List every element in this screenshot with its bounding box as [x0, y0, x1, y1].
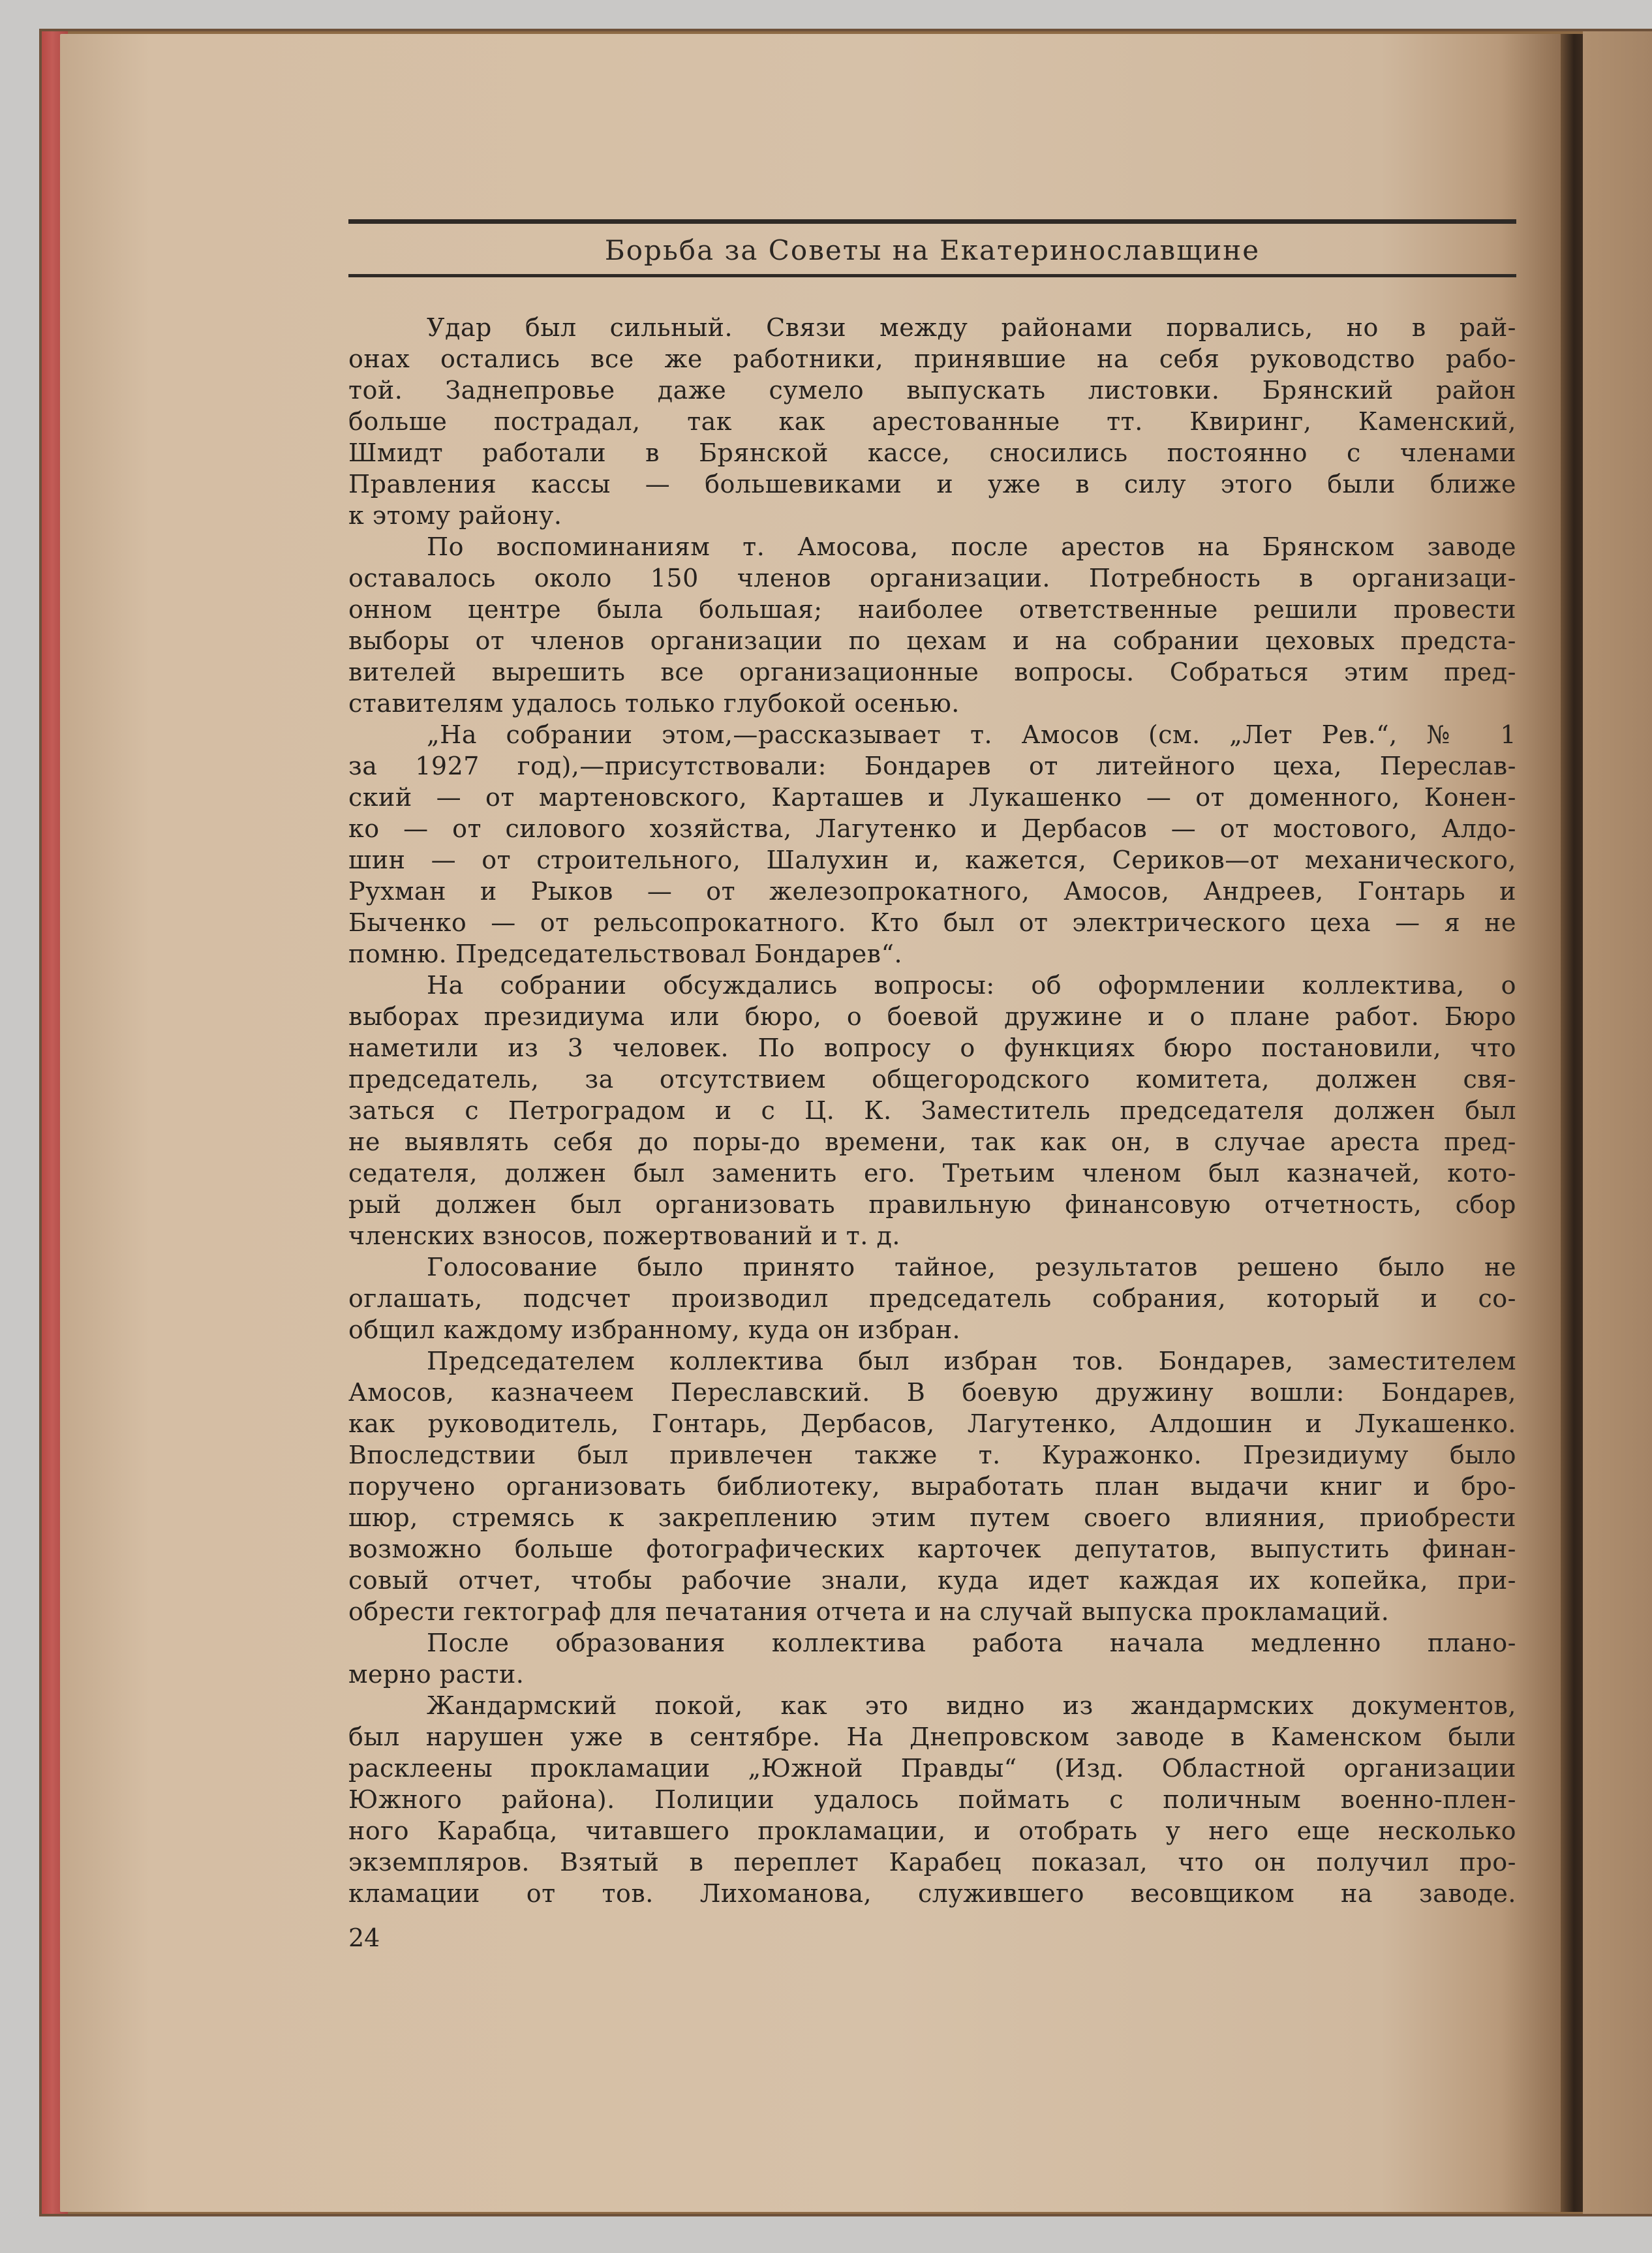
text-line: шюр, стремясь к закреплению этим путем своего влияния, приобрести	[348, 1503, 1516, 1532]
text-line: мерно расти.	[348, 1660, 525, 1689]
text-line: председатель, за отсутствием общегородского комитета, должен свя-	[348, 1065, 1516, 1094]
text-line: помню. Председательствовал Бондарев“.	[348, 940, 903, 968]
text-line: На собрании обсуждались вопросы: об оформлении коллектива, о	[427, 971, 1516, 1000]
text-line: Голосование было принято тайное, результатов решено было не	[427, 1253, 1516, 1281]
text-line: больше пострадал, так как арестованные тт. Квиринг, Каменский,	[348, 407, 1516, 436]
text-line: общил каждому избранному, куда он избран.	[348, 1315, 961, 1344]
text-line: онном центре была большая; наиболее ответственные решили провести	[348, 595, 1516, 624]
text-line: к этому району.	[348, 501, 562, 530]
text-line: расклеены прокламации „Южной Правды“ (Изд. Областной организации	[348, 1754, 1516, 1783]
text-line: Шмидт работали в Брянской кассе, сносились постоянно с членами	[348, 438, 1516, 467]
text-line: ский — от мартеновского, Карташев и Лукашенко — от доменного, Конен-	[348, 783, 1516, 812]
text-line: Удар был сильный. Связи между районами порвались, но в рай-	[427, 313, 1516, 342]
text-line: Председателем коллектива был избран тов. Бондарев, заместителем	[427, 1347, 1516, 1375]
text-line: поручено организовать библиотеку, выработать план выдачи книг и бро-	[348, 1472, 1516, 1501]
text-line: был нарушен уже в сентябре. На Днепровском заводе в Каменском были	[348, 1723, 1516, 1751]
text-line: как руководитель, Гонтарь, Дербасов, Лагутенко, Алдошин и Лукашенко.	[348, 1409, 1516, 1438]
text-line: седателя, должен был заменить его. Третьим членом был казначей, кото-	[348, 1159, 1516, 1188]
text-line: оглашать, подсчет производил председатель собрания, который и со-	[348, 1284, 1516, 1313]
text-line: Правления кассы — большевиками и уже в силу этого были ближе	[348, 470, 1516, 498]
text-line: Рухман и Рыков — от железопрокатного, Амосов, Андреев, Гонтарь и	[348, 877, 1516, 906]
text-line: ного Карабца, читавшего прокламации, и отобрать у него еще несколько	[348, 1816, 1516, 1845]
text-line: вителей вырешить все организационные вопросы. Собраться этим пред-	[348, 658, 1516, 686]
next-page-edge	[1583, 31, 1652, 2214]
text-line: выборах президиума или бюро, о боевой дружине и о плане работ. Бюро	[348, 1002, 1516, 1031]
text-line: оставалось около 150 членов организации. Потребность в организаци-	[348, 564, 1516, 592]
text-line: обрести гектограф для печатания отчета и на случай выпуска прокламаций.	[348, 1597, 1390, 1626]
text-line: Быченко — от рельсопрокатного. Кто был от электрического цеха — я не	[348, 908, 1516, 937]
book-gutter	[1561, 34, 1583, 2212]
header-rule-bottom	[348, 274, 1516, 277]
text-line: кламации от тов. Лихоманова, служившего весовщиком на заводе.	[348, 1879, 1516, 1908]
text-line: не выявлять себя до поры-до времени, так как он, в случае ареста пред-	[348, 1127, 1516, 1156]
text-line: членских взносов, пожертвований и т. д.	[348, 1221, 900, 1250]
text-line: за 1927 год),—присутствовали: Бондарев от литейного цеха, Переслав-	[348, 752, 1516, 780]
page-number: 24	[348, 1923, 380, 1952]
text-line: совый отчет, чтобы рабочие знали, куда идет каждая их копейка, при-	[348, 1566, 1516, 1595]
body-text	[348, 312, 1516, 1909]
text-line: Южного района). Полиции удалось поймать с поличным военно-плен-	[348, 1785, 1516, 1814]
text-line: Жандармский покой, как это видно из жандармских документов,	[427, 1691, 1516, 1720]
text-line: „На собрании этом,—рассказывает т. Амосов (см. „Лет Рев.“, № 1	[427, 720, 1516, 749]
text-line: После образования коллектива работа начала медленно плано-	[427, 1629, 1516, 1657]
text-line: Амосов, казначеем Переславский. В боевую дружину вошли: Бондарев,	[348, 1378, 1516, 1407]
text-line: ставителям удалось только глубокой осенью.	[348, 689, 960, 718]
running-head: Борьба за Советы на Екатеринославщине	[604, 234, 1261, 266]
text-line: Впоследствии был привлечен также т. Куражонко. Президиуму было	[348, 1441, 1516, 1469]
text-line: возможно больше фотографических карточек депутатов, выпустить финан-	[348, 1535, 1516, 1563]
text-line: По воспоминаниям т. Амосова, после арестов на Брянском заводе	[427, 532, 1516, 561]
header-rule-top	[348, 219, 1516, 224]
text-line: заться с Петроградом и с Ц. К. Заместитель председателя должен был	[348, 1096, 1516, 1125]
text-line: экземпляров. Взятый в переплет Карабец показал, что он получил про-	[348, 1848, 1516, 1877]
text-line: шин — от строительного, Шалухин и, кажется, Сериков—от механического,	[348, 846, 1516, 874]
text-line: выборы от членов организации по цехам и на собрании цеховых предста-	[348, 626, 1516, 655]
text-line: наметили из 3 человек. По вопросу о функциях бюро постановили, что	[348, 1034, 1516, 1062]
text-line: рый должен был организовать правильную финансовую отчетность, сбор	[348, 1190, 1516, 1219]
text-line: той. Заднепровье даже сумело выпускать листовки. Брянский район	[348, 376, 1516, 405]
text-line: онах остались все же работники, принявшие на себя руководство рабо-	[348, 345, 1516, 373]
text-line: ко — от силового хозяйства, Лагутенко и Дербасов — от мостового, Алдо-	[348, 814, 1516, 843]
